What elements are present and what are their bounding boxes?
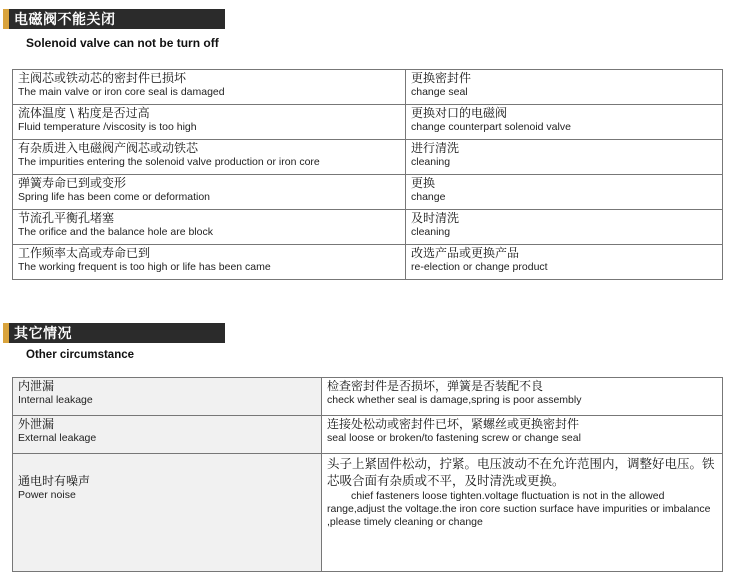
solution-cell-zh: 改选产品或更换产品 [411, 246, 520, 260]
table-row [13, 70, 723, 105]
issue-cell-zh: 外泄漏 [18, 417, 55, 431]
solution-cell [406, 140, 723, 175]
section-marker [3, 9, 9, 29]
solution-cell [406, 245, 723, 280]
cause-cell-zh: 工作频率太高或寿命已到 [18, 246, 151, 260]
solution-cell-en: cleaning [411, 226, 451, 238]
solution-cell-en: cleaning [411, 156, 451, 168]
issue-cell-en: Power noise [18, 489, 76, 501]
table-row [13, 105, 723, 140]
issue-cell-zh: 内泄漏 [18, 379, 55, 393]
solution-cell-en: change seal [411, 86, 468, 98]
solution-cell [406, 105, 723, 140]
issue-cell [13, 416, 322, 454]
solution-cell-zh: 更换 [411, 176, 436, 190]
issue-cell-en: Internal leakage [18, 394, 93, 406]
solution-cell-zh: 连接处松动或密封件已坏，紧螺丝或更换密封件 [327, 417, 580, 431]
section-title: 其它情况 [14, 326, 72, 342]
solution-cell [406, 210, 723, 245]
cause-cell-zh: 弹簧寿命已到或变形 [18, 176, 127, 190]
section-subtitle: Solenoid valve can not be turn off [26, 36, 219, 50]
table-row [13, 378, 723, 416]
troubleshooting-table-cannot-close [12, 69, 723, 280]
cause-cell [13, 175, 406, 210]
section-subtitle: Other circumstance [26, 349, 135, 361]
cause-cell-en: Fluid temperature /viscosity is too high [18, 121, 197, 133]
solution-cell-en: seal loose or broken/to fastening screw or change seal [327, 432, 581, 444]
cause-cell [13, 140, 406, 175]
solution-cell [322, 454, 723, 572]
solution-cell-zh: 头子上紧固件松动，拧紧。电压波动不在允许范围内，调整好电压。铁芯吸合面有杂质或不平，及时清洗或更换。 [327, 456, 715, 488]
solution-cell-en: chief fasteners loose tighten.voltage fluctuation is not in the allowed range,adjust the voltage.the iron core suction surface have impurities or imbalance ,please timely cleaning or change [327, 490, 711, 528]
cause-cell [13, 70, 406, 105]
section-marker [3, 323, 9, 343]
solution-cell [406, 70, 723, 105]
table-row [13, 454, 723, 572]
section-title: 电磁阀不能关闭 [14, 12, 116, 28]
solution-cell [406, 175, 723, 210]
table-row [13, 210, 723, 245]
solution-cell-zh: 更换对口的电磁阀 [411, 106, 508, 120]
issue-cell [13, 454, 322, 572]
solution-cell-en: check whether seal is damage,spring is poor assembly [327, 394, 582, 406]
table-row [13, 416, 723, 454]
cause-cell-en: The working frequent is too high or life has been came [18, 261, 271, 273]
cause-cell-en: Spring life has been come or deformation [18, 191, 211, 203]
solution-cell-en: change [411, 191, 446, 203]
issue-cell-zh: 通电时有噪声 [18, 474, 91, 488]
solution-cell [322, 378, 723, 416]
cause-cell-en: The main valve or iron core seal is damaged [18, 86, 225, 98]
solution-cell-en: re-election or change product [411, 261, 548, 273]
cause-cell-zh: 有杂质进入电磁阀产阀芯或动铁芯 [18, 141, 199, 155]
cause-cell [13, 245, 406, 280]
cause-cell-zh: 流体温度 \ 粘度是否过高 [18, 106, 150, 120]
section-header-other [3, 323, 225, 343]
cause-cell [13, 105, 406, 140]
solution-cell [322, 416, 723, 454]
solution-cell-zh: 检查密封件是否损坏，弹簧是否装配不良 [327, 379, 544, 393]
solution-cell-zh: 更换密封件 [411, 71, 472, 85]
solution-cell-zh: 及时清洗 [411, 211, 460, 225]
cause-cell-zh: 节流孔平衡孔堵塞 [18, 211, 115, 225]
table-row [13, 175, 723, 210]
cause-cell-zh: 主阀芯或铁动芯的密封件已损坏 [18, 71, 187, 85]
troubleshooting-table-other [12, 377, 723, 572]
issue-cell-en: External leakage [18, 432, 97, 444]
cause-cell-en: The orifice and the balance hole are block [18, 226, 213, 238]
table-row [13, 245, 723, 280]
table-row [13, 140, 723, 175]
solution-cell-zh: 进行清洗 [411, 141, 460, 155]
issue-cell [13, 378, 322, 416]
cause-cell [13, 210, 406, 245]
cause-cell-en: The impurities entering the solenoid valve production or iron core [18, 156, 320, 168]
section-header-cannot-close [3, 9, 225, 29]
solution-cell-en: change counterpart solenoid valve [411, 121, 571, 133]
